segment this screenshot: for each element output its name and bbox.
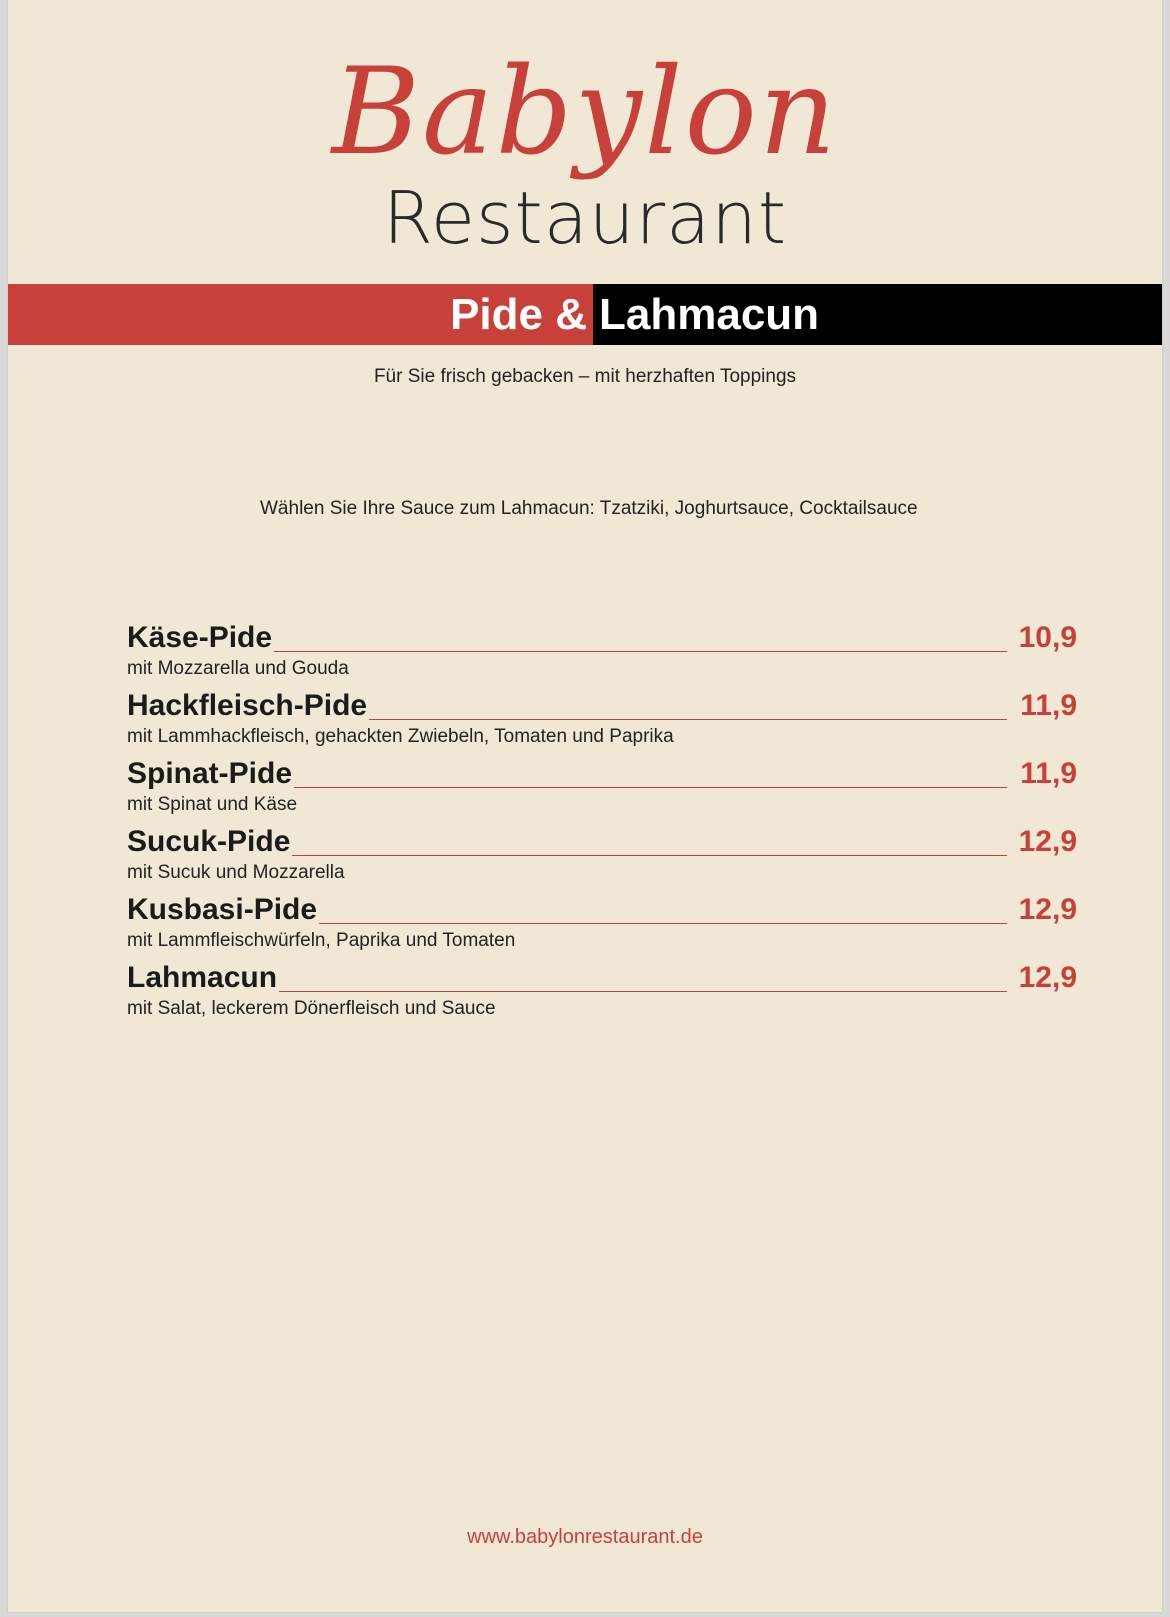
menu-list xyxy=(127,620,1077,1028)
menu-item-name: Lahmacun xyxy=(127,961,278,994)
menu-item-name: Spinat-Pide xyxy=(127,757,293,790)
menu-item-price: 12,9 xyxy=(1018,825,1077,858)
menu-item-leader-line xyxy=(292,855,1007,856)
menu-item-name: Käse-Pide xyxy=(127,621,273,654)
menu-item-description: mit Salat, leckerem Dönerfleisch und Sauce xyxy=(127,998,496,1019)
banner-title-right: Lahmacun xyxy=(599,290,820,339)
menu-item xyxy=(127,824,1077,892)
brand-sub-name: Restaurant xyxy=(382,176,788,260)
menu-item xyxy=(127,688,1077,756)
menu-item-price: 11,9 xyxy=(1020,689,1077,722)
menu-item-description: mit Mozzarella und Gouda xyxy=(127,658,349,679)
menu-item xyxy=(127,756,1077,824)
brand-script-name: Babylon xyxy=(331,43,839,182)
menu-item-name: Kusbasi-Pide xyxy=(127,893,318,926)
section-tagline: Für Sie frisch gebacken – mit herzhaften Toppings xyxy=(373,366,797,387)
website-link[interactable]: www.babylonrestaurant.de xyxy=(467,1526,703,1548)
menu-item-price: 10,9 xyxy=(1018,621,1077,654)
menu-item-description: mit Spinat und Käse xyxy=(127,794,298,815)
menu-item-description: mit Lammhackfleisch, gehackten Zwiebeln, Tomaten und Paprika xyxy=(127,726,674,747)
menu-item-leader-line xyxy=(319,923,1007,924)
menu-item-leader-line xyxy=(279,991,1007,992)
menu-item-leader-line xyxy=(274,651,1007,652)
menu-page xyxy=(8,0,1162,1612)
sauce-note: Wählen Sie Ihre Sauce zum Lahmacun: Tzatziki, Joghurtsauce, Cocktailsauce xyxy=(260,498,918,519)
menu-item-name: Hackfleisch-Pide xyxy=(127,689,368,722)
menu-item-leader-line xyxy=(369,719,1007,720)
menu-item-description: mit Lammfleischwürfeln, Paprika und Tomaten xyxy=(127,930,516,951)
menu-item-price: 11,9 xyxy=(1020,757,1077,790)
section-banner xyxy=(8,284,1162,345)
menu-item-name: Sucuk-Pide xyxy=(127,825,291,858)
menu-item xyxy=(127,892,1077,960)
menu-item xyxy=(127,620,1077,688)
menu-item xyxy=(127,960,1077,1028)
menu-item-description: mit Sucuk und Mozzarella xyxy=(127,862,345,883)
menu-item-price: 12,9 xyxy=(1018,961,1077,994)
menu-item-leader-line xyxy=(294,787,1007,788)
menu-item-price: 12,9 xyxy=(1018,893,1077,926)
banner-title-left: Pide & xyxy=(450,290,587,339)
